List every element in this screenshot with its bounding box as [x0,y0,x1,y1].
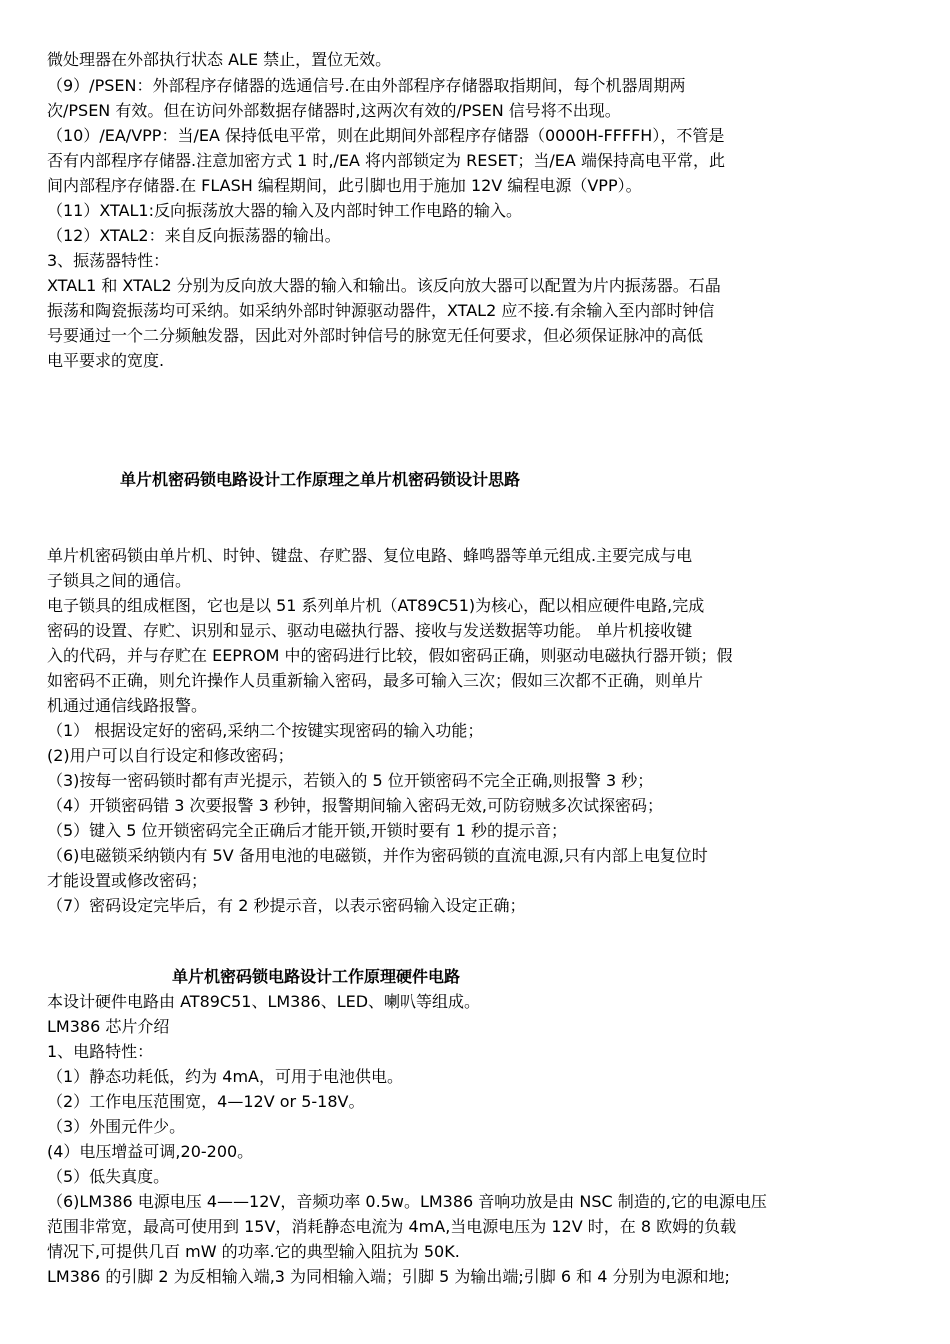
section-heading: 单片机密码锁电路设计工作原理硬件电路 [172,967,461,986]
text-line: 如密码不正确，则允许操作人员重新输入密码，最多可输入三次；假如三次都不正确，则单片 [47,671,704,690]
text-line: （7）密码设定完毕后，有 2 秒提示音，以表示密码输入设定正确； [47,896,526,915]
text-line: （11）XTAL1:反向振荡放大器的输入及内部时钟工作电路的输入。 [47,201,523,220]
text-line: 电平要求的宽度. [47,351,165,370]
text-line: 范围非常宽，最高可使用到 15V，消耗静态电流为 4mA,当电源电压为 12V 时，在 8 欧姆的负载 [47,1217,737,1236]
text-line: 子锁具之间的通信。 [47,571,192,590]
text-line: 振荡和陶瓷振荡均可采纳。如采纳外部时钟源驱动器件，XTAL2 应不接.有余输入至内部时钟信 [47,301,715,320]
text-line: （1） 根据设定好的密码,采纳二个按键实现密码的输入功能； [47,721,484,740]
section-heading: 单片机密码锁电路设计工作原理之单片机密码锁设计思路 [120,470,521,489]
text-line: （6)LM386 电源电压 4——12V，音频功率 0.5w。LM386 音响功放是由 NSC 制造的,它的电源电压 [47,1192,767,1211]
text-line: (2)用户可以自行设定和修改密码； [47,746,294,765]
text-line: （3）外围元件少。 [47,1117,186,1136]
text-line: 次/PSEN 有效。但在访问外部数据存储器时,这两次有效的/PSEN 信号将不出现。 [47,101,621,120]
text-line: （9）/PSEN：外部程序存储器的选通信号.在由外部程序存储器取指期间，每个机器周期两 [47,76,686,95]
text-line: （4）开锁密码错 3 次要报警 3 秒钟，报警期间输入密码无效,可防窃贼多次试探密码； [47,796,663,815]
text-line: 入的代码，并与存贮在 EEPROM 中的密码进行比较，假如密码正确，则驱动电磁执行器开锁；假 [47,646,733,665]
text-line: 电子锁具的组成框图，它也是以 51 系列单片机（AT89C51)为核心，配以相应硬件电路,完成 [47,596,705,615]
text-line: （6)电磁锁采纳锁内有 5V 备用电池的电磁锁，并作为密码锁的直流电源,只有内部上电复位时 [47,846,708,865]
text-line: （3)按每一密码锁时都有声光提示，若锁入的 5 位开锁密码不完全正确,则报警 3 秒； [47,771,654,790]
text-line: （10）/EA/VPP：当/EA 保持低电平常，则在此期间外部程序存储器（0000H-FFFFH），不管是 [47,126,725,145]
text-line: 否有内部程序存储器.注意加密方式 1 时,/EA 将内部锁定为 RESET；当/EA 端保持高电平常，此 [47,151,725,170]
text-line: 间内部程序存储器.在 FLASH 编程期间，此引脚也用于施加 12V 编程电源（VPP）。 [47,176,642,195]
text-line: （5）键入 5 位开锁密码完全正确后才能开锁,开锁时要有 1 秒的提示音； [47,821,567,840]
text-line: （5）低失真度。 [47,1167,170,1186]
text-line: (4）电压增益可调,20-200。 [47,1142,254,1161]
text-line: LM386 的引脚 2 为反相输入端,3 为同相输入端；引脚 5 为输出端;引脚 6 和 4 分别为电源和地; [47,1267,730,1286]
text-line: 单片机密码锁由单片机、时钟、键盘、存贮器、复位电路、蜂鸣器等单元组成.主要完成与电 [47,546,693,565]
text-line: 密码的设置、存贮、识别和显示、驱动电磁执行器、接收与发送数据等功能。 单片机接收键 [47,621,693,640]
text-line: 3、振荡器特性： [47,251,170,270]
text-line: 机通过通信线路报警。 [47,696,208,715]
text-line: 才能设置或修改密码； [47,871,208,890]
text-line: （12）XTAL2：来自反向振荡器的输出。 [47,226,341,245]
text-line: 微处理器在外部执行状态 ALE 禁止，置位无效。 [47,50,392,69]
text-line: XTAL1 和 XTAL2 分别为反向放大器的输入和输出。该反向放大器可以配置为片内振荡器。石晶 [47,276,721,295]
text-line: 本设计硬件电路由 AT89C51、LM386、LED、喇叭等组成。 [47,992,481,1011]
text-line: LM386 芯片介绍 [47,1017,170,1036]
text-line: 号要通过一个二分频触发器，因此对外部时钟信号的脉宽无任何要求，但必须保证脉冲的高低 [47,326,704,345]
text-line: （2）工作电压范围宽，4—12V or 5-18V。 [47,1092,365,1111]
text-line: 1、电路特性： [47,1042,154,1061]
text-line: （1）静态功耗低，约为 4mA，可用于电池供电。 [47,1067,403,1086]
text-line: 情况下,可提供几百 mW 的功率.它的典型输入阻抗为 50K. [47,1242,460,1261]
